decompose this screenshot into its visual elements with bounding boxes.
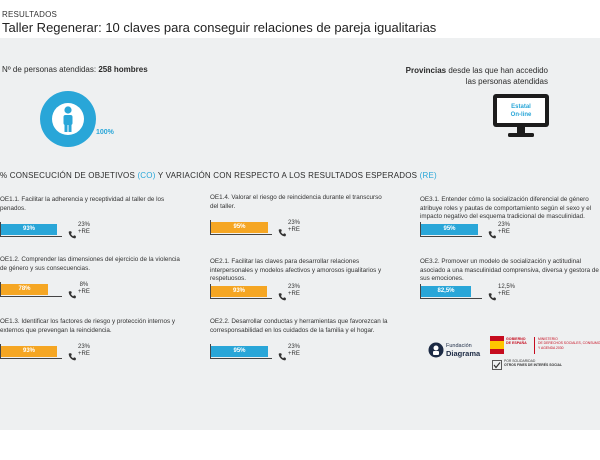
objective-bar-axis (210, 344, 272, 359)
variation-re-label: +RE (288, 227, 300, 233)
section-kicker: RESULTADOS (2, 10, 58, 19)
objective-bar-fill: 93% (1, 224, 57, 235)
phone-icon (68, 348, 76, 357)
objective-bar-fill: 95% (421, 224, 478, 235)
objective-bar-axis (420, 284, 482, 299)
phone-icon (488, 288, 496, 297)
objective-variation (288, 344, 300, 358)
objective-bar-axis (0, 344, 62, 359)
objective-variation (78, 282, 90, 296)
objective-variation (78, 344, 90, 358)
variation-re-label: +RE (78, 229, 90, 235)
objective-bar-axis (0, 222, 62, 237)
objective-bar-fill: 93% (211, 286, 267, 297)
irpf-line2: OTROS FINES DE INTERÉS SOCIAL (504, 363, 563, 368)
objective-bar-axis (210, 220, 272, 235)
objective-text: OE1.4. Valorar el riesgo de reincidencia durante el transcurso del taller. (210, 194, 382, 210)
monitor-text-line2: On-line (510, 112, 532, 118)
irpf-text (504, 359, 562, 368)
objective-oe2-2 (210, 318, 390, 357)
objective-bar-axis (210, 284, 272, 299)
phone-icon (68, 286, 76, 295)
ministry-line1: MINISTERIO (538, 337, 558, 341)
fd-line2: Diagrama (446, 349, 481, 358)
variation-re-label: +RE (78, 289, 90, 295)
variation-value: 23% (288, 220, 301, 226)
variation-value: 8% (79, 282, 89, 288)
variation-value: 12,5% (498, 284, 516, 290)
section-prefix: % CONSECUCIÓN DE OBJETIVOS (0, 171, 135, 180)
phone-icon (278, 288, 286, 297)
objective-variation (498, 284, 515, 298)
variation-re-label: +RE (288, 351, 300, 357)
objective-text: OE2.1. Facilitar las claves para desarrollar relaciones interpersonales y modelos afectivos y amorosos igualitarios y respetuosos. (210, 258, 382, 283)
objective-bar-fill: 93% (1, 346, 57, 357)
served-donut-chart (40, 91, 96, 147)
objective-bar-fill: 95% (211, 222, 268, 233)
person-icon (61, 106, 75, 132)
objective-variation (498, 222, 510, 236)
objective-variation (288, 284, 300, 298)
irpf-line1: POR SOLIDARIDAD (504, 359, 536, 363)
objective-oe1-2 (0, 256, 180, 295)
served-label: Nº de personas atendidas: (2, 65, 97, 74)
variation-re-label: +RE (78, 351, 90, 357)
variation-re-label: +RE (288, 291, 300, 297)
ministry-line3: Y AGENDA 2030 (538, 345, 564, 350)
objective-oe1-1 (0, 196, 180, 235)
section-middle: Y VARIACIÓN CON RESPECTO A LOS RESULTADOS ESPERADOS (157, 171, 418, 180)
variation-value: 23% (288, 344, 301, 350)
phone-icon (278, 224, 286, 233)
variation-re-label: +RE (498, 229, 510, 235)
variation-value: 23% (288, 284, 301, 290)
objective-text: OE1.2. Comprender las dimensiones del ejercicio de la violencia de género y sus consecuencias. (0, 256, 180, 272)
objective-variation (288, 220, 300, 234)
logo-divider (534, 337, 535, 354)
irpf-check-icon (492, 360, 502, 370)
objective-oe3-2 (420, 258, 600, 297)
fd-line1: Fundación (446, 343, 472, 349)
objective-bar-axis (420, 222, 482, 237)
objective-oe1-3 (0, 318, 180, 357)
served-summary (2, 65, 148, 74)
objectives-section-title (0, 171, 437, 180)
objective-oe3-1 (420, 196, 600, 235)
objective-text: OE3.1. Entender cómo la socialización diferencial de género atribuye roles y pautas de comportamiento según el sexo y el impacto negativo del esquema tradicional de masculinidad. (420, 196, 592, 221)
provinces-label-line2: las personas atendidas (465, 77, 548, 86)
variation-value: 23% (78, 222, 91, 228)
objective-variation (78, 222, 90, 236)
variation-re-label: +RE (498, 291, 510, 297)
page-title: Taller Regenerar: 10 claves para conseguir relaciones de pareja igualitarias (2, 20, 437, 35)
phone-icon (68, 226, 76, 235)
diagrama-logo-icon (428, 342, 444, 358)
objective-text: OE3.2. Promover un modelo de socialización y actitudinal asociado a una masculinidad comprensiva, diversa y gestora de sus emociones. (420, 258, 599, 283)
gov-line2: DE ESPAÑA (506, 341, 527, 346)
variation-value: 23% (78, 344, 91, 350)
provinces-label-rest: desde las que han accedido (448, 66, 548, 75)
ministry-line2: DE DERECHOS SOCIALES, CONSUMO (538, 341, 600, 346)
objective-bar-axis (0, 282, 62, 297)
provinces-label-bold: Provincias (405, 66, 447, 75)
objective-oe2-1 (210, 258, 390, 297)
gov-line1: GOBIERNO (506, 337, 526, 341)
objective-oe1-4 (210, 194, 390, 233)
objective-bar-fill: 78% (1, 284, 48, 295)
section-re: (RE) (419, 171, 437, 180)
ministry-text (538, 337, 600, 350)
objective-bar-fill: 95% (211, 346, 268, 357)
served-value: 258 hombres (98, 65, 148, 74)
monitor-icon (492, 93, 550, 139)
objective-text: OE2.2. Desarrollar conductas y herramientas que favorezcan la corresponsabilidad en los cuidados de la familia y el hogar. (210, 318, 388, 334)
section-co: (CO) (137, 171, 156, 180)
flag-yellow-band (490, 341, 504, 349)
variation-value: 23% (498, 222, 511, 228)
donut-percent-label: 100% (96, 129, 114, 136)
monitor-text-line1: Estatal (511, 104, 531, 110)
gov-text (506, 337, 527, 346)
provinces-label (368, 65, 548, 87)
objective-bar-fill: 82,5% (421, 286, 471, 297)
phone-icon (278, 348, 286, 357)
phone-icon (488, 226, 496, 235)
objective-text: OE1.3. Identificar los factores de riesgo y protección internos y externos que prevengan la reincidencia. (0, 318, 175, 334)
objective-text: OE1.1. Facilitar la adherencia y receptividad al taller de los penados. (0, 196, 165, 212)
